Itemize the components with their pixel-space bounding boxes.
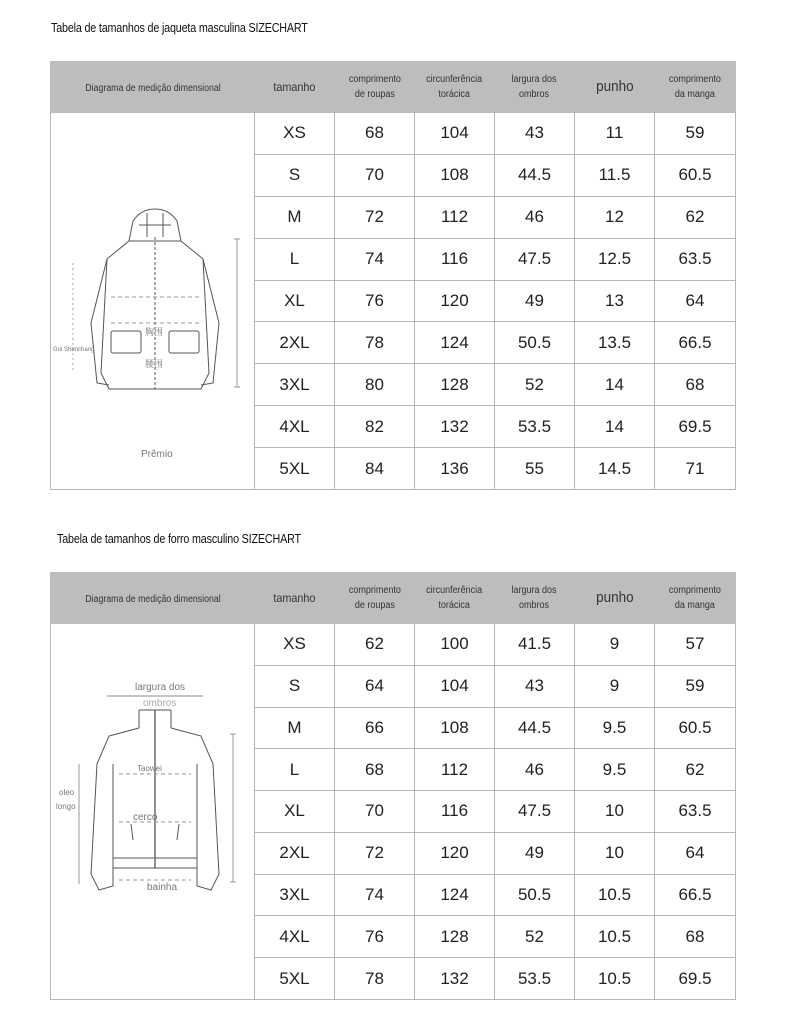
size-cell: XL bbox=[255, 280, 335, 322]
length-cell: 66 bbox=[335, 707, 415, 749]
size-cell: 5XL bbox=[255, 958, 335, 1000]
cuff-cell: 14.5 bbox=[575, 448, 655, 490]
length-cell: 62 bbox=[335, 624, 415, 666]
shoulder-cell: 47.5 bbox=[495, 238, 575, 280]
chest-cell: 116 bbox=[415, 791, 495, 833]
sleeve-cell: 62 bbox=[655, 196, 736, 238]
shoulder-cell: 50.5 bbox=[495, 874, 575, 916]
chest-header: circunferência torácica bbox=[415, 573, 495, 624]
shoulder-cell: 41.5 bbox=[495, 624, 575, 666]
shoulder-cell: 46 bbox=[495, 749, 575, 791]
shoulder-cell: 44.5 bbox=[495, 154, 575, 196]
diagram-side-label-1: oleo bbox=[59, 788, 75, 797]
length-cell: 70 bbox=[335, 154, 415, 196]
cuff-cell: 10 bbox=[575, 832, 655, 874]
cuff-header: punho bbox=[575, 573, 655, 624]
diagram-header: Diagrama de medição dimensional bbox=[51, 62, 255, 113]
chest-cell: 116 bbox=[415, 238, 495, 280]
length-cell: 72 bbox=[335, 832, 415, 874]
diagram-shoulder-label-2: ombros bbox=[143, 698, 177, 709]
cuff-cell: 13.5 bbox=[575, 322, 655, 364]
cuff-cell: 13 bbox=[575, 280, 655, 322]
chest-header: circunferência torácica bbox=[415, 62, 495, 113]
chest-cell: 100 bbox=[415, 624, 495, 666]
shoulder-header: largura dos ombros bbox=[495, 573, 575, 624]
length-cell: 74 bbox=[335, 238, 415, 280]
length-cell: 76 bbox=[335, 280, 415, 322]
shoulder-cell: 44.5 bbox=[495, 707, 575, 749]
size-cell: L bbox=[255, 749, 335, 791]
diagram-side-label: Gui Shenchang bbox=[53, 347, 95, 353]
sleeve-cell: 59 bbox=[655, 113, 736, 155]
chest-cell: 108 bbox=[415, 154, 495, 196]
cuff-cell: 10.5 bbox=[575, 874, 655, 916]
size-cell: XL bbox=[255, 791, 335, 833]
length-cell: 84 bbox=[335, 448, 415, 490]
length-cell: 78 bbox=[335, 322, 415, 364]
cuff-cell: 9 bbox=[575, 624, 655, 666]
length-cell: 80 bbox=[335, 364, 415, 406]
size-cell: 4XL bbox=[255, 916, 335, 958]
jacket-header-row bbox=[51, 62, 736, 113]
shoulder-cell: 50.5 bbox=[495, 322, 575, 364]
shoulder-cell: 53.5 bbox=[495, 406, 575, 448]
sleeve-cell: 64 bbox=[655, 832, 736, 874]
size-cell: 5XL bbox=[255, 448, 335, 490]
shoulder-cell: 46 bbox=[495, 196, 575, 238]
chest-cell: 128 bbox=[415, 364, 495, 406]
size-cell: S bbox=[255, 154, 335, 196]
sleeve-cell: 64 bbox=[655, 280, 736, 322]
chest-cell: 124 bbox=[415, 874, 495, 916]
cuff-cell: 11 bbox=[575, 113, 655, 155]
length-cell: 78 bbox=[335, 958, 415, 1000]
table-row bbox=[51, 113, 736, 155]
diagram-shoulder-label: largura dos bbox=[135, 682, 186, 693]
chest-cell: 104 bbox=[415, 665, 495, 707]
chest-cell: 120 bbox=[415, 280, 495, 322]
shoulder-cell: 47.5 bbox=[495, 791, 575, 833]
cuff-cell: 14 bbox=[575, 406, 655, 448]
length-cell: 70 bbox=[335, 791, 415, 833]
length-cell: 74 bbox=[335, 874, 415, 916]
sleeve-cell: 68 bbox=[655, 364, 736, 406]
cuff-cell: 10 bbox=[575, 791, 655, 833]
sleeve-cell: 69.5 bbox=[655, 406, 736, 448]
sleeve-cell: 69.5 bbox=[655, 958, 736, 1000]
table-row bbox=[51, 624, 736, 666]
diagram-side-label-2: longo bbox=[56, 802, 76, 811]
cuff-cell: 14 bbox=[575, 364, 655, 406]
size-cell: 3XL bbox=[255, 874, 335, 916]
size-cell: M bbox=[255, 707, 335, 749]
diagram-bottom-label: Prêmio bbox=[141, 449, 173, 460]
chest-cell: 128 bbox=[415, 916, 495, 958]
jacket-illustration bbox=[51, 113, 255, 489]
jacket-size-chart-title: Tabela de tamanhos de jaqueta masculina SIZECHART bbox=[51, 21, 308, 35]
sleeve-cell: 66.5 bbox=[655, 322, 736, 364]
cuff-cell: 10.5 bbox=[575, 916, 655, 958]
length-cell: 68 bbox=[335, 113, 415, 155]
chest-cell: 112 bbox=[415, 196, 495, 238]
chest-cell: 108 bbox=[415, 707, 495, 749]
shoulder-cell: 52 bbox=[495, 364, 575, 406]
cuff-cell: 11.5 bbox=[575, 154, 655, 196]
chest-cell: 104 bbox=[415, 113, 495, 155]
sleeve-cell: 63.5 bbox=[655, 238, 736, 280]
length-cell: 64 bbox=[335, 665, 415, 707]
jacket-size-table bbox=[50, 61, 736, 490]
length-cell: 68 bbox=[335, 749, 415, 791]
diagram-waist-label: cerco bbox=[133, 812, 158, 823]
diagram-hem-label: bainha bbox=[147, 882, 178, 893]
diagram-header: Diagrama de medição dimensional bbox=[51, 573, 255, 624]
chest-cell: 132 bbox=[415, 406, 495, 448]
shoulder-cell: 49 bbox=[495, 832, 575, 874]
size-cell: 2XL bbox=[255, 322, 335, 364]
cuff-cell: 10.5 bbox=[575, 958, 655, 1000]
cuff-header: punho bbox=[575, 62, 655, 113]
chest-cell: 112 bbox=[415, 749, 495, 791]
size-cell: 4XL bbox=[255, 406, 335, 448]
sleeve-cell: 62 bbox=[655, 749, 736, 791]
size-header: tamanho bbox=[255, 62, 335, 113]
sleeve-cell: 63.5 bbox=[655, 791, 736, 833]
shoulder-cell: 43 bbox=[495, 665, 575, 707]
diagram-chest-label: 胸围 bbox=[145, 327, 164, 337]
shoulder-cell: 55 bbox=[495, 448, 575, 490]
sleeve-cell: 71 bbox=[655, 448, 736, 490]
cuff-cell: 9 bbox=[575, 665, 655, 707]
lining-diagram bbox=[51, 624, 255, 1000]
shoulder-cell: 52 bbox=[495, 916, 575, 958]
sleeve-cell: 57 bbox=[655, 624, 736, 666]
size-cell: XS bbox=[255, 624, 335, 666]
shoulder-cell: 53.5 bbox=[495, 958, 575, 1000]
size-cell: XS bbox=[255, 113, 335, 155]
size-cell: S bbox=[255, 665, 335, 707]
size-cell: 3XL bbox=[255, 364, 335, 406]
chest-cell: 132 bbox=[415, 958, 495, 1000]
sleeve-header: comprimento da manga bbox=[655, 573, 736, 624]
size-cell: M bbox=[255, 196, 335, 238]
sleeve-cell: 60.5 bbox=[655, 707, 736, 749]
lining-header-row bbox=[51, 573, 736, 624]
sleeve-header: comprimento da manga bbox=[655, 62, 736, 113]
sleeve-cell: 66.5 bbox=[655, 874, 736, 916]
shoulder-header: largura dos ombros bbox=[495, 62, 575, 113]
sleeve-cell: 59 bbox=[655, 665, 736, 707]
sleeve-cell: 60.5 bbox=[655, 154, 736, 196]
size-header: tamanho bbox=[255, 573, 335, 624]
length-header: comprimento de roupas bbox=[335, 573, 415, 624]
cuff-cell: 12.5 bbox=[575, 238, 655, 280]
diagram-waist-label: 腰围 bbox=[145, 359, 164, 369]
size-cell: 2XL bbox=[255, 832, 335, 874]
cuff-cell: 12 bbox=[575, 196, 655, 238]
diagram-chest-label: Taowei bbox=[137, 764, 162, 773]
length-cell: 72 bbox=[335, 196, 415, 238]
shoulder-cell: 49 bbox=[495, 280, 575, 322]
sleeve-cell: 68 bbox=[655, 916, 736, 958]
chest-cell: 136 bbox=[415, 448, 495, 490]
jacket-diagram bbox=[51, 113, 255, 490]
lining-size-chart-title: Tabela de tamanhos de forro masculino SIZECHART bbox=[57, 532, 301, 546]
cuff-cell: 9.5 bbox=[575, 749, 655, 791]
size-cell: L bbox=[255, 238, 335, 280]
lining-size-table bbox=[50, 572, 736, 1000]
shoulder-cell: 43 bbox=[495, 113, 575, 155]
length-cell: 76 bbox=[335, 916, 415, 958]
length-header: comprimento de roupas bbox=[335, 62, 415, 113]
length-cell: 82 bbox=[335, 406, 415, 448]
cuff-cell: 9.5 bbox=[575, 707, 655, 749]
chest-cell: 120 bbox=[415, 832, 495, 874]
chest-cell: 124 bbox=[415, 322, 495, 364]
